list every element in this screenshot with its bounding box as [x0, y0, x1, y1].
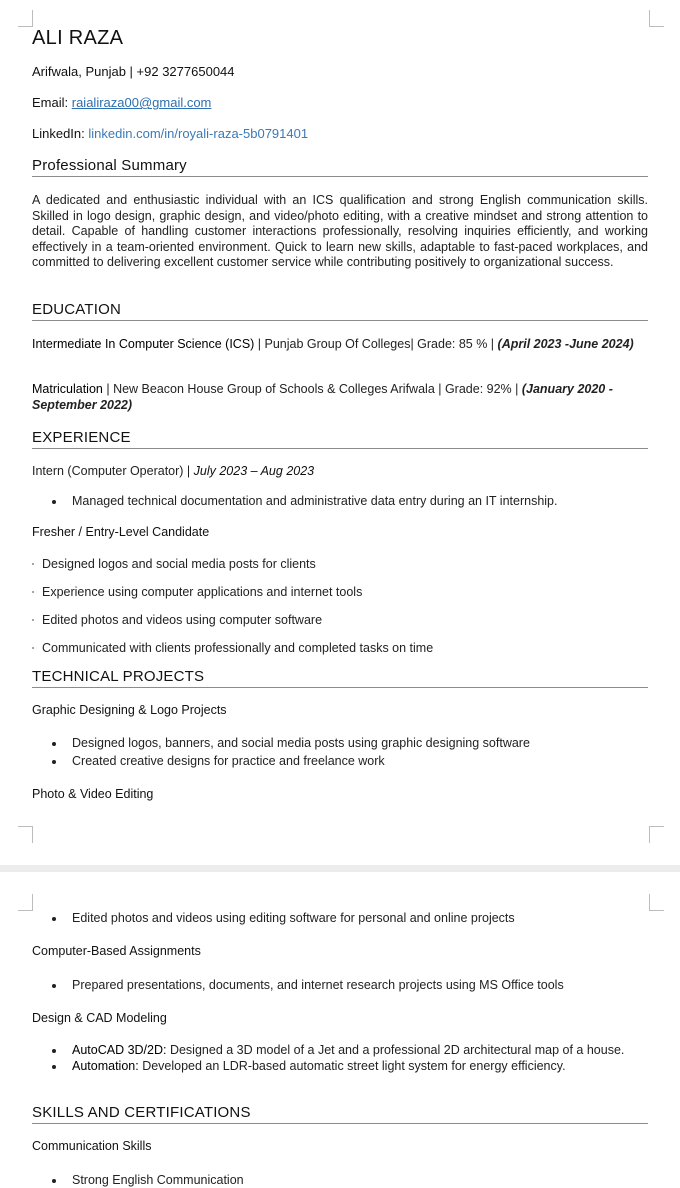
- degree-dates: (April 2023 -June 2024): [497, 337, 634, 351]
- job-title: Intern (Computer Operator): [32, 464, 184, 478]
- list-item: [32, 1043, 648, 1058]
- skill-bullets: [32, 1173, 648, 1188]
- page-corner-mark: [18, 826, 33, 843]
- linkedin-label: LinkedIn:: [32, 126, 85, 141]
- degree-details: | New Beacon House Group of Schools & Colleges Arifwala | Grade: 92% |: [102, 382, 522, 396]
- item-label: AutoCAD 3D/2D:: [72, 1043, 167, 1057]
- page-corner-mark: [649, 826, 664, 843]
- education-entry: [32, 381, 648, 413]
- list-item: [32, 1059, 648, 1074]
- degree-dates: (January 2020 - September 2022): [32, 382, 613, 412]
- candidate-name: ALI RAZA: [32, 27, 124, 49]
- skills-heading: SKILLS AND CERTIFICATIONS: [32, 1104, 648, 1124]
- education-heading: EDUCATION: [32, 301, 648, 321]
- list-item: Experience using computer applications and internet tools: [32, 585, 648, 613]
- list-item: Created creative designs for practice and freelance work: [32, 754, 648, 769]
- linkedin-link[interactable]: linkedin.com/in/royali-raza-5b0791401: [88, 126, 309, 141]
- document-page-2: [0, 872, 680, 1188]
- summary-heading: Professional Summary: [32, 157, 648, 177]
- page-corner-mark: [649, 894, 664, 911]
- degree-details: | Punjab Group Of Colleges| Grade: 85 % |: [254, 337, 498, 351]
- page-corner-mark: [18, 894, 33, 911]
- summary-text: A dedicated and enthusiastic individual with an ICS qualification and strong English communication skills. Skilled in logo design, graphic design, and video/photo editing, with a creative mindset and strong attention to detail. Capable of handling customer interactions professionally, resolving inquiries efficiently, and working effectively in a team-oriented environment. Quick to learn new skills, adaptable to fast-paced workplaces, and committed to delivering excellent customer service while contributing positively to organizational success.: [32, 193, 648, 269]
- item-text: Developed an LDR-based automatic street light system for energy efficiency.: [138, 1059, 566, 1073]
- skill-title: Communication Skills: [32, 1139, 152, 1153]
- item-text: Designed a 3D model of a Jet and a professional 2D architectural map of a house.: [166, 1043, 625, 1057]
- project-bullets: [32, 911, 648, 926]
- degree-title: Intermediate In Computer Science (ICS): [32, 337, 255, 351]
- page-corner-mark: [649, 10, 664, 27]
- project-bullets: [32, 978, 648, 993]
- project-title: Graphic Designing & Logo Projects: [32, 703, 227, 717]
- job-dates: July 2023 – Aug 2023: [193, 464, 315, 478]
- project-title: Computer-Based Assignments: [32, 944, 201, 958]
- project-title: Photo & Video Editing: [32, 787, 154, 801]
- degree-title: Matriculation: [32, 382, 103, 396]
- list-item: Designed logos, banners, and social media posts using graphic designing software: [32, 736, 648, 751]
- experience-heading: EXPERIENCE: [32, 429, 648, 449]
- location-phone: Arifwala, Punjab | +92 3277650044: [32, 64, 235, 79]
- job-bullets: [32, 494, 648, 509]
- list-item: Strong English Communication: [32, 1173, 648, 1188]
- education-entry: [32, 336, 648, 352]
- project-title: Design & CAD Modeling: [32, 1011, 167, 1025]
- email-line: [32, 95, 648, 110]
- list-item: Communicated with clients professionally and completed tasks on time: [32, 641, 648, 669]
- item-label: Automation:: [72, 1059, 139, 1073]
- projects-heading: TECHNICAL PROJECTS: [32, 668, 648, 688]
- list-item: Designed logos and social media posts for clients: [32, 557, 648, 585]
- job-bullets: [32, 557, 648, 669]
- project-bullets: [32, 736, 648, 769]
- page-corner-mark: [18, 10, 33, 27]
- list-item: Edited photos and videos using computer software: [32, 613, 648, 641]
- email-link[interactable]: raialiraza00@gmail.com: [71, 95, 212, 110]
- job-title-line: [32, 463, 648, 479]
- list-item: Edited photos and videos using editing software for personal and online projects: [32, 911, 648, 926]
- list-item: Managed technical documentation and administrative data entry during an IT internship.: [32, 494, 648, 509]
- linkedin-line: [32, 126, 648, 141]
- list-item: Prepared presentations, documents, and internet research projects using MS Office tools: [32, 978, 648, 993]
- job-title: Fresher / Entry-Level Candidate: [32, 525, 210, 539]
- job-separator: |: [183, 464, 194, 478]
- email-label: Email:: [32, 95, 69, 110]
- project-bullets: [32, 1043, 648, 1074]
